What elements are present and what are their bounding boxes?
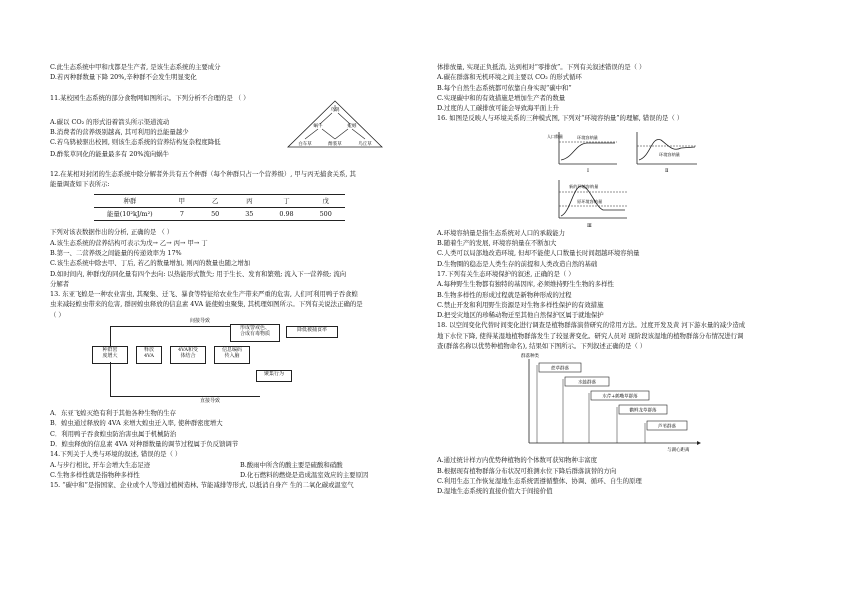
x-axis: 与湖心距离 [667, 448, 690, 454]
option: B.第一、二营养级之间能量的传递效率为 17% [50, 248, 182, 257]
box-lower-predation: 降低被捕食率 [286, 326, 338, 338]
question-18-stem: 查(群落名称以优势种植物命名), 结果如下图所示。下列叙述正确的是（ ） [437, 342, 647, 351]
option: C．利用鸭子吞食蝗虫防治害虫属于机械防治 [50, 429, 177, 438]
option: B.根据现有植物群落分布状况可推测水位下降后群落演替的方向 [437, 466, 617, 475]
option: B.酸雨中所含的酸主要是硫酸和硝酸 [240, 460, 343, 469]
option-row [50, 470, 420, 480]
question-14-stem: 14.下列关于人类与环境的叙述, 错误的是（ ） [50, 450, 182, 459]
capacity-graphs [547, 126, 707, 230]
bar-label: 水蛙群落 [578, 380, 596, 386]
option: B.每个自然生态系统都可依靠自身实现“碳中和” [437, 83, 572, 92]
left-column [50, 62, 420, 490]
table-header: 丁 [266, 194, 306, 207]
option: D.生物圈的稳态是人类生存的前提和人类改造自然的基础 [437, 259, 598, 268]
question-15-stem: 15. “碳中和”是指国家、企业或个人等通过植树造林, 节能减排等形式, 以抵消自身产 生的二氧化碳或温室气 [50, 481, 354, 490]
option: C.禁止开发和利用野生资源是对生物多样性保护的有效措施 [437, 300, 604, 309]
graph3-label-old: 原环境容纳量 [577, 198, 603, 204]
box-binding: 4VA和受 体结合 [170, 346, 206, 364]
locust-mechanism-figure [90, 320, 340, 408]
table-cell: 0.98 [266, 208, 306, 221]
graph2-label: 环境容纳量 [659, 151, 680, 157]
table-cell: 50 [198, 208, 232, 221]
table-header: 戊 [307, 194, 345, 207]
graph3-label-new: 新的环境容纳量 [569, 183, 599, 189]
bar-label: 鹳鲜龙草群落 [629, 408, 657, 414]
table-header: 种群 [94, 194, 166, 207]
option: B.随着生产的发展, 环境容纳量在不断加大 [437, 239, 557, 248]
option: B.生物多样性的形成过程就是新物种形成的过程 [437, 290, 572, 299]
option: A．东亚飞蝗灭绝有利于其他各种生物的生存 [50, 409, 177, 418]
option: D.如时间内, 种群戊的同化量有四个去向: 以热能形式散失; 用于生长、发育和繁殖; 流入下一营养级; 流向 [50, 269, 347, 278]
graph3-roman: Ⅲ [587, 222, 592, 229]
carrying-capacity-figure [437, 124, 817, 228]
option: C.若乌鸫被驱出校园, 则该生态系统的营养结构复杂程度降低 [50, 137, 221, 146]
community-chart [517, 351, 717, 455]
text-line: D.若丙种群数量下降 20%,辛种群不会发生明显变化 [50, 73, 197, 82]
right-column [437, 62, 817, 497]
food-web-figure [50, 103, 420, 149]
community-distribution-figure [437, 351, 817, 455]
option: A.碳以 CO₂ 的形式沿着箭头所示渠道流动 [50, 117, 170, 126]
option-row [50, 460, 420, 470]
option: D.把受灾地区的珍稀动物迁至其他自然保护区属于就地保护 [437, 311, 604, 320]
option: D．蝗虫释放的信息素 4VA 对种群数量的调节过程属于负反馈调节 [50, 439, 239, 448]
bar-label: 水芹+鹤嘴草群落 [602, 394, 638, 400]
box-density: 种群密 度增大 [92, 346, 128, 364]
energy-table [94, 194, 345, 222]
node-plant-2: 酢浆草 [328, 141, 342, 147]
question-11-stem: 11.某校园生态系统的部分食物网如图所示。下列分析不合理的是 （ ） [50, 93, 250, 102]
question-13-stem: 虫来减轻蝗虫带来的危害, 群居蝗虫释放的信息素 4VA 能使蝗虫聚集, 其机理如图所示。下列有关说法正确的是 [50, 300, 363, 309]
table-cell: 500 [307, 208, 345, 221]
indirect-label: 间接导致 [190, 318, 211, 325]
food-web-triangle [280, 99, 390, 151]
node-plant-1: 白车草 [298, 141, 312, 147]
option: A.环境容纳量是指生态系统对人口的承载能力 [437, 228, 566, 237]
option: A.与步行相比, 开车会增大生态足迹 [50, 460, 151, 469]
option: D.湿地生态系统的直接价值大于间接价值 [437, 487, 553, 496]
table-row-label: 能量(10²kJ/m²) [94, 208, 166, 221]
option: C.利用生态工作恢复湿地生态系统需遵循整体、协调、循环、自生的原理 [437, 476, 642, 485]
box-release: 释放 4VA [136, 346, 162, 364]
node-worm: 蚯蚓 [347, 123, 357, 129]
text-line: 下列对该表数据作出的分析, 正确的是 （ ） [50, 228, 174, 237]
option: C.实现碳中和的有效措施是增加生产者的数量 [437, 93, 566, 102]
question-13-stem: （ ） [50, 310, 65, 319]
text-line: C.此生态系统中甲和戊都是生产者, 是该生态系统的主要成分 [50, 63, 221, 71]
direct-label: 直接导致 [200, 398, 221, 405]
question-16-stem: 16. 如图是反映人与环境关系的三种模式图, 下列对“环境容纳量”的理解, 错误的是（ ） [437, 114, 684, 123]
graph2-roman: Ⅱ [665, 167, 669, 174]
question-13-stem: 13. 东亚飞蝗是一种农业害虫, 其聚集、迁飞、暴食等特征给农业生产带来严重的危害, 人们可利用鸭子吞食蝗 [50, 290, 358, 299]
option: A.该生态系统的营养结构可表示为戊→ 乙→ 丙→ 甲→ 丁 [50, 238, 208, 247]
question-12-stem: 12.在某相对封闭的生态系统中除分解者外共有五个种群（每个种群只占一个营养级）, 甲与丙无捕食关系, 其 [50, 170, 356, 179]
option: C.该生态系统中除去甲、丁后, 若乙的数量增加, 则丙的数量也随之增加 [50, 259, 251, 268]
table-cell: 35 [232, 208, 266, 221]
question-12-stem: 能量调查如下表所示: [50, 180, 110, 189]
option: D.化石燃料的燃烧是造成温室效应的主要原因 [240, 470, 369, 479]
table-header: 丙 [232, 194, 266, 207]
graph1-label: 环境容纳量 [577, 134, 598, 140]
graph1-roman: Ⅰ [587, 167, 589, 174]
node-plant-3: 鸟丘草 [358, 141, 372, 147]
box-warning: 形成警戒色、 合成有毒物质 [230, 324, 280, 342]
y-axis-label: 人口数量 [547, 133, 563, 139]
option: A.每种野生生物都有独特的基因库, 必须维持野生生物的多样性 [437, 280, 614, 289]
option: A.通过统计样方内优势种植物的个体数可获知物种丰富度 [437, 456, 598, 465]
node-snail: 蜗牛 [313, 123, 323, 129]
table-header: 乙 [198, 194, 232, 207]
option: D.酢浆草同化的能量最多有 20%流向蜗牛 [50, 149, 170, 158]
option: D.过度的人工碳排放可能会导致海平面上升 [437, 104, 559, 113]
box-brain: 信息编码 传入脑 [214, 346, 250, 364]
bar-label: 蔗草群落 [551, 366, 569, 372]
option: B．蝗虫通过释放的 4VA 来增大蝗虫迁入率, 使种群密度增大 [50, 419, 223, 428]
option: C.人类可以局部地改造环境, 但却不能使人口数量长时间超越环境容纳量 [437, 249, 640, 258]
option: 分解者 [50, 279, 70, 288]
text-line: 体排放量, 实现正负抵消, 达到相对“零排放”。下列有关叙述错误的是（ ） [437, 63, 646, 71]
option: C.生物多样性就是指物种多样性 [50, 470, 140, 479]
table-cell: 7 [166, 208, 198, 221]
node-top: 乌鸫 [330, 107, 340, 113]
table-header: 甲 [166, 194, 198, 207]
option: B.消费者的营养级别越高, 其可利用的总能量越少 [50, 127, 189, 136]
question-17-stem: 17.下列有关生态环境保护的叙述, 正确的是（ ） [437, 269, 575, 278]
question-18-stem: 地下水位下降, 使得某湿地植物群落发生了较显著变化。研究人员对 现阶段该湿地的植物群落分布情况进行调 [437, 331, 744, 340]
box-aggregation: 聚集行为 [256, 370, 292, 382]
y-axis: 群落种类 [521, 354, 539, 360]
bar-label: 芦苇群落 [658, 424, 676, 430]
option: A.碳在群落和无机环境之间主要以 CO₂ 的形式循环 [437, 73, 582, 82]
question-18-stem: 18. 以空间变化代替时间变化进行调查是植物群落演替研究的常用方法。过度开发及黄 河下游水量的减少造成 [437, 321, 746, 330]
